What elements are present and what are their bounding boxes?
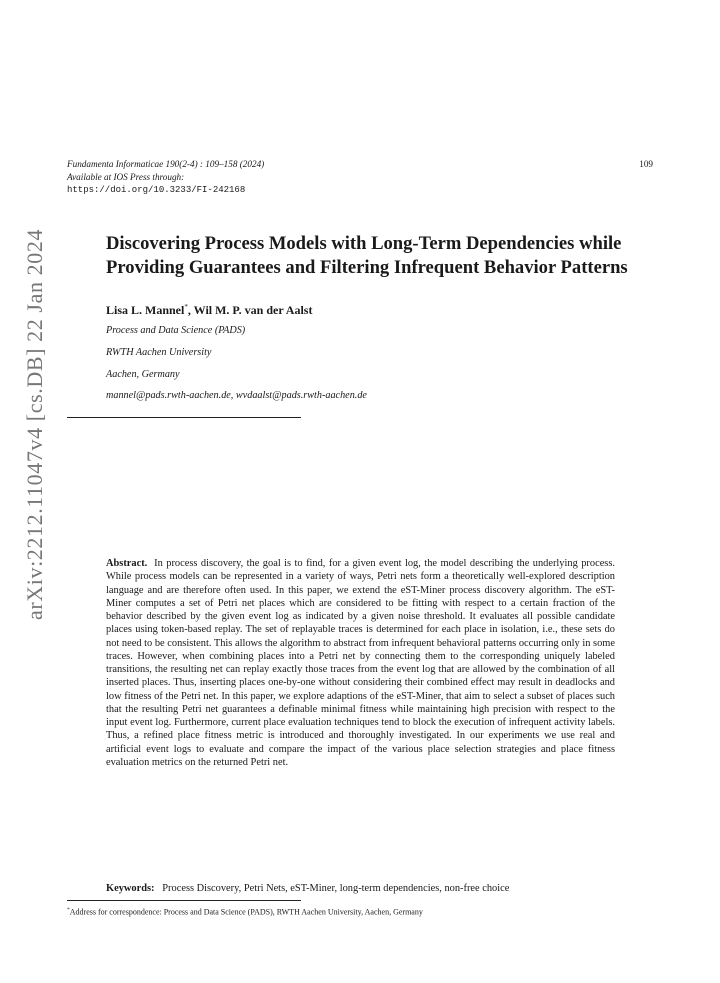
keywords-text: Process Discovery, Petri Nets, eST-Miner, long-term dependencies, non-free choice	[162, 883, 510, 894]
journal-header	[67, 158, 653, 197]
author-emails[interactable]: mannel@pads.rwth-aachen.de, wvdaalst@pads.rwth-aachen.de	[106, 390, 367, 401]
availability-note: Available at IOS Press through:	[67, 172, 185, 182]
author-name: Wil M. P. van der Aalst	[193, 303, 313, 317]
affiliation-university: RWTH Aachen University	[106, 347, 212, 358]
author-line	[106, 303, 312, 318]
footnote-divider	[67, 900, 301, 901]
doi-link[interactable]: https://doi.org/10.3233/FI-242168	[67, 185, 246, 195]
affiliation-location: Aachen, Germany	[106, 369, 180, 380]
keywords-section	[106, 883, 666, 894]
footnote-text: Address for correspondence: Process and Data Science (PADS), RWTH Aachen University, Aachen, Germany	[69, 907, 423, 917]
abstract-text: In process discovery, the goal is to find, for a given event log, the model describing the underlying process. While process models can be represented in a variety of ways, Petri nets form a theoretically well-explored description language and are therefore often used. In this paper, we extend the eST-Miner process discovery algorithm. The eST-Miner computes a set of Petri net places which are considered to be fitting with respect to a certain fraction of the behavior described by the given event log as indicated by a given noise threshold. It evaluates all possible candidate places using token-based replay. The set of replayable traces is determined for each place in isolation, i.e., these sets do not need to be consistent. This allows the algorithm to abstract from infrequent behavioral patterns occurring only in some traces. However, when combining places into a Petri net by connecting them to the corresponding uniquely labeled transitions, the resulting net can replay exactly those traces from the event log that are allowed by the combination of all inserted places. Thus, inserting places one-by-one without considering their combined effect may result in deadlocks and low fitness of the Petri net. In this paper, we explore adaptions of the eST-Miner, that aim to select a subset of places such that the resulting Petri net guarantees a definable minimal fitness while maintaining high precision with respect to the input event log. Furthermore, current place evaluation techniques tend to block the execution of infrequent activity labels. Thus, a refined place fitness metric is introduced and thoroughly investigated. In our experiments we use real and artificial event logs to evaluate and compare the impact of the various place selection strategies and place fitness evaluation metrics on the returned Petri net.	[106, 558, 615, 768]
paper-title: Discovering Process Models with Long-Term Dependencies while Providing Guarantees and Filtering Infrequent Behavior Patterns	[106, 233, 628, 278]
abstract-label: Abstract.	[106, 558, 148, 569]
page-number: 109	[639, 159, 653, 169]
author-separator: ,	[187, 303, 194, 317]
journal-citation: Fundamenta Informaticae 190(2-4) : 109–158 (2024)	[67, 159, 265, 169]
affiliation-group: Process and Data Science (PADS)	[106, 325, 246, 336]
footnote-marker: *	[67, 907, 70, 913]
abstract-section	[106, 557, 615, 769]
footnote	[67, 907, 647, 917]
author-name: Lisa L. Mannel	[106, 303, 185, 317]
footnote-marker: *	[184, 303, 188, 311]
keywords-label: Keywords:	[106, 883, 155, 894]
arxiv-side-stamp: arXiv:2212.11047v4 [cs.DB] 22 Jan 2024	[22, 228, 47, 620]
header-divider	[67, 417, 301, 418]
